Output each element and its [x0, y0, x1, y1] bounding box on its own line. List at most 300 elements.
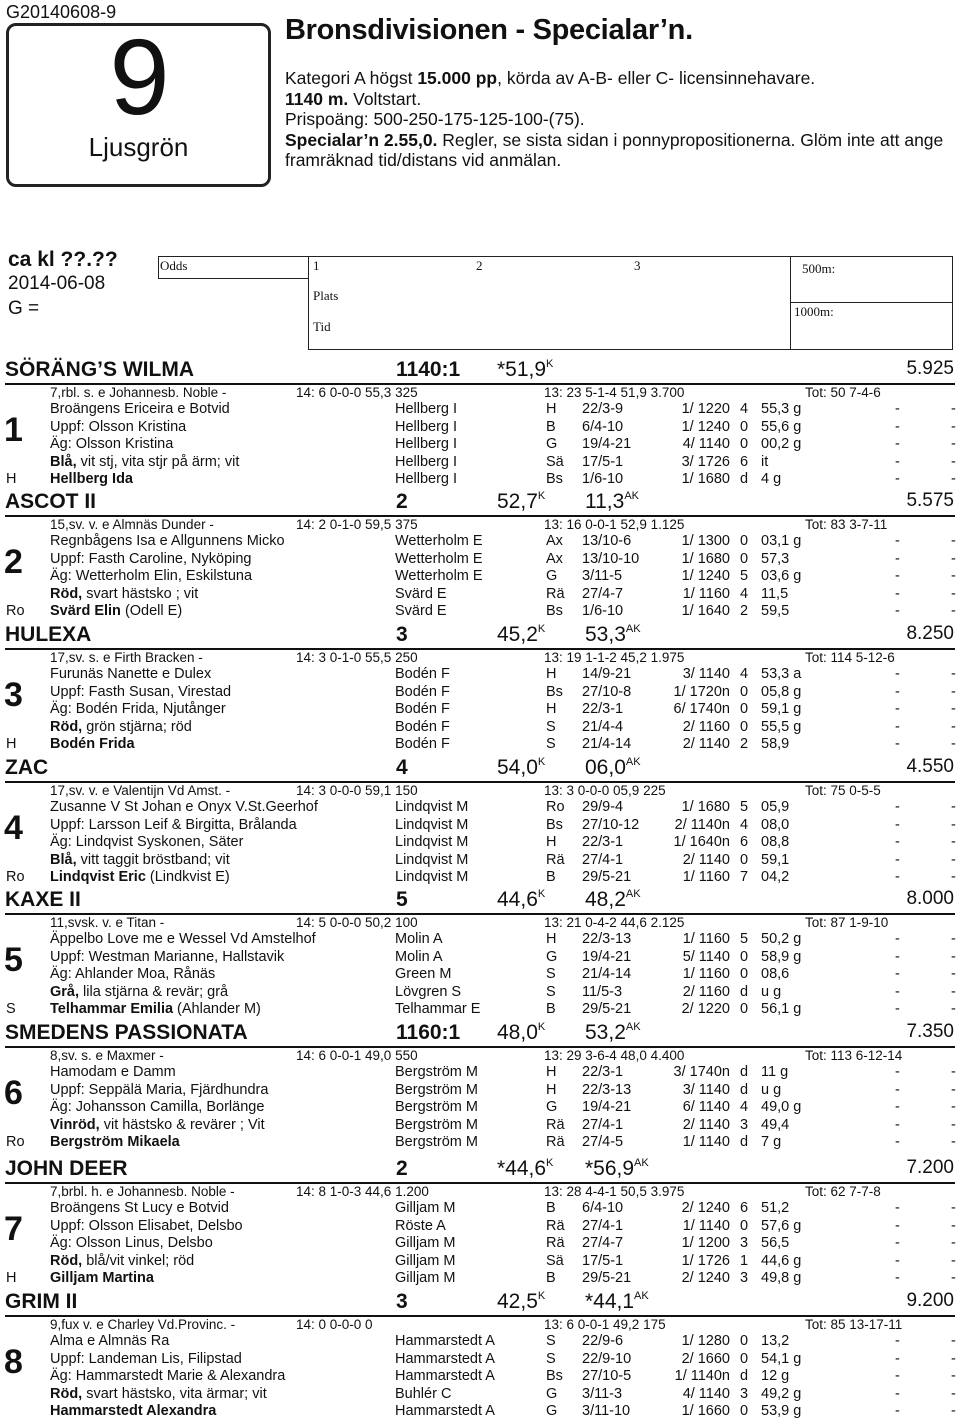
odds-dash: -: [895, 983, 900, 1000]
driver: Hammarstedt A: [395, 1403, 495, 1419]
entry-detail-text: Äg: Ahlander Moa, Rånäs: [50, 966, 216, 982]
placement: 5: [740, 799, 749, 815]
race-history-row: [0, 568, 960, 585]
owner-code: Ro: [6, 603, 25, 619]
race-time: 08,6: [761, 966, 790, 982]
race-conditions: [285, 68, 955, 171]
placement: d: [740, 1081, 749, 1098]
placement: d: [740, 471, 749, 487]
track-code: Bs: [546, 471, 563, 487]
horse-entry: [0, 623, 960, 753]
horse-info: 15,sv. v. e Almnäs Dunder -: [50, 517, 214, 532]
prize-dash: -: [951, 401, 956, 417]
entry-detail-text: Broängens St Lucy e Botvid: [50, 1200, 229, 1216]
race-time: 59,1 g: [761, 701, 802, 717]
race-time: 53,3 a: [761, 666, 802, 682]
placement: 2: [740, 603, 749, 619]
prize-money: 5.925: [906, 358, 954, 379]
prize-dash: -: [951, 1252, 956, 1269]
split-500m-label: 500m:: [802, 261, 836, 276]
race-date: 1/6-10: [582, 471, 624, 487]
best-time-k: $42,5^K$: [497, 1290, 546, 1313]
horse-info: 7,brbl. h. e Johannesb. Noble -: [50, 1184, 235, 1199]
entry-detail: [50, 949, 284, 966]
race-history-row: [0, 719, 960, 736]
odds-dash: -: [895, 401, 900, 417]
driver: Gilljam M: [395, 1200, 456, 1216]
best-time-ak: $48,2^{AK}$: [585, 888, 641, 911]
entry-detail-text: Uppf: Fasth Caroline, Nyköping: [50, 550, 252, 567]
horse-entry: [0, 888, 960, 1018]
race-date: 27/10-8: [582, 683, 632, 700]
odds-dash: -: [895, 418, 900, 435]
track-code: S: [546, 983, 556, 1000]
race-history-row: [0, 949, 960, 966]
conditions-line-category: Kategori A högst 15.000 pp, körda av A-B- eller C- licensinnehavare.: [285, 68, 816, 88]
entry-detail-text: lila stjärna & revär; grå: [79, 983, 229, 1000]
race-time: 58,9: [761, 736, 790, 752]
track-code: H: [546, 701, 557, 717]
entry-detail-text: Broängens Ericeira e Botvid: [50, 401, 230, 417]
race-history-row: [0, 1218, 960, 1235]
track-code: G: [546, 1403, 558, 1419]
stats-2014: 14: 5 0-0-0 50,2 100: [296, 915, 418, 930]
prize-money: 8.250: [906, 623, 954, 644]
entry-detail: [50, 568, 252, 585]
horse-entry: [0, 1157, 960, 1287]
race-date: 27/4-1: [582, 1116, 624, 1133]
odds-dash: -: [895, 1081, 900, 1098]
race-history-row: [0, 834, 960, 851]
track-code: Rä: [546, 1134, 565, 1150]
placement: 7: [740, 869, 749, 885]
race-date: 27/10-12: [582, 816, 640, 833]
start-distance: 3: [396, 623, 408, 646]
odds-dash: -: [895, 834, 900, 850]
entry-detail: [50, 1082, 268, 1099]
start-distance-result: 1/ 1660: [681, 1403, 730, 1419]
track-code: Sä: [546, 1252, 564, 1269]
race-time: 00,2 g: [761, 436, 802, 452]
start-distance: 3: [396, 1290, 408, 1313]
best-time-ak: $*56,9^{AK}$: [585, 1157, 649, 1180]
race-time: 51,2: [761, 1200, 790, 1216]
entry-detail-text: Uppf: Westman Marianne, Hallstavik: [50, 948, 285, 965]
race-time: 49,0 g: [761, 1099, 802, 1115]
start-distance-result: 2/ 1160: [682, 718, 730, 735]
start-distance-result: 1/ 1240: [681, 418, 730, 435]
best-time-k-suffix: K: [537, 888, 546, 900]
entry-detail: [50, 1117, 265, 1134]
prize-dash: -: [951, 1200, 956, 1216]
race-date: 29/9-4: [582, 799, 624, 815]
entry-detail: [50, 1200, 229, 1217]
entry-detail-bold: Bergström Mikaela: [50, 1134, 180, 1150]
odds-dash: -: [895, 1064, 900, 1080]
track-code: Rä: [546, 1116, 565, 1133]
prize-dash: -: [951, 1368, 956, 1384]
stats-total: Tot: 113 6-12-14: [805, 1048, 903, 1063]
start-distance-result: 1/ 1640n: [673, 834, 730, 850]
race-time: 13,2: [761, 1333, 790, 1349]
entry-detail: [50, 1386, 267, 1403]
driver: Bodén F: [395, 736, 450, 752]
entry-detail: [50, 1403, 216, 1420]
race-time: 58,9 g: [761, 948, 802, 965]
odds-dash: -: [895, 1350, 900, 1367]
race-date: 17/5-1: [582, 453, 624, 470]
pedigree-stats-row: [0, 1183, 960, 1200]
entry-detail-text: Äg: Olsson Kristina: [50, 436, 174, 452]
prize-dash: -: [951, 1270, 956, 1286]
odds-dash: -: [895, 568, 900, 584]
prize-dash: -: [951, 585, 956, 602]
race-history-row: [0, 852, 960, 869]
start-distance-result: 1/ 1726: [681, 1252, 730, 1269]
start-number: 5: [4, 941, 23, 979]
entry-detail-text: Uppf: Fasth Susan, Virestad: [50, 683, 232, 700]
stats-2013: 13: 28 4-4-1 50,5 3.975: [544, 1184, 685, 1199]
entry-detail-text: svart hästsko, vita ärmar; vit: [82, 1385, 267, 1402]
start-distance-result: 5/ 1140: [682, 948, 730, 965]
entry-detail-bold: Röd,: [50, 1385, 83, 1402]
best-time-ak-suffix: AK: [625, 888, 641, 900]
entry-detail: [50, 1134, 180, 1151]
odds-label: Odds: [160, 258, 188, 273]
entry-detail-text: Zusanne V St Johan e Onyx V.St.Geerhof: [50, 799, 318, 815]
prize-dash: -: [951, 1081, 956, 1098]
horse-info: 9,fux v. e Charley Vd.Provinc. -: [50, 1317, 236, 1332]
entry-detail: [50, 603, 182, 620]
driver: Hellberg I: [395, 401, 458, 417]
start-distance: 1160:1: [396, 1021, 461, 1044]
stats-2014: 14: 3 0-0-0 59,1 150: [296, 783, 418, 798]
prize-dash: -: [951, 799, 956, 815]
entry-detail-bold: Grå,: [50, 983, 80, 1000]
driver: Gilljam M: [395, 1235, 456, 1251]
best-time-k-suffix: K: [537, 623, 546, 635]
best-time-k-suffix: K: [537, 1290, 546, 1302]
race-date: 27/4-7: [582, 585, 624, 602]
race-history-row: [0, 1253, 960, 1270]
placement: 6: [740, 1200, 749, 1216]
driver: Lindqvist M: [395, 816, 469, 833]
race-date: 3/11-10: [582, 1403, 631, 1419]
entry-detail-bold: Svärd Elin: [50, 603, 121, 619]
placement: d: [740, 983, 749, 1000]
race-date: 22/3-13: [582, 931, 632, 947]
track-code: B: [546, 1001, 556, 1017]
race-time: 59,1: [761, 851, 790, 868]
prize-money: 7.200: [906, 1157, 954, 1178]
race-date: 22/3-1: [582, 834, 624, 850]
entry-detail-text: Uppf: Larsson Leif & Birgitta, Brålanda: [50, 816, 297, 833]
pedigree-stats-row: [0, 1316, 960, 1333]
entry-detail: [50, 834, 243, 851]
best-time-ak-suffix: AK: [625, 623, 641, 635]
start-number: 3: [4, 676, 23, 714]
pedigree-stats-row: [0, 516, 960, 533]
race-history-row: [0, 1200, 960, 1217]
entry-detail: [50, 799, 318, 816]
race-date: 29/5-21: [582, 1270, 632, 1286]
document-id: G20140608-9: [6, 2, 117, 22]
track-code: Rä: [546, 585, 565, 602]
best-time-k-suffix: K: [546, 1157, 554, 1169]
horse-info: 7,rbl. s. e Johannesb. Noble -: [50, 385, 227, 400]
odds-dash: -: [895, 436, 900, 452]
entry-detail-bold: Gilljam Martina: [50, 1270, 154, 1286]
race-time: 49,8 g: [761, 1270, 802, 1286]
track-code: S: [546, 736, 556, 752]
driver: Lindqvist M: [395, 869, 469, 885]
odds-dash: -: [895, 666, 900, 682]
driver: Röste A: [395, 1217, 446, 1234]
driver: Gilljam M: [395, 1252, 456, 1269]
odds-dash: -: [895, 931, 900, 947]
race-date: 22/3-13: [582, 1081, 632, 1098]
prize-dash: -: [951, 1385, 956, 1402]
race-date: 6/4-10: [582, 418, 624, 435]
entry-detail: [50, 1235, 213, 1252]
entry-detail: [50, 1368, 285, 1385]
race-time: 08,0: [761, 816, 790, 833]
race-time: 56,5: [761, 1235, 790, 1251]
race-date: 22/3-1: [582, 1064, 624, 1080]
prize-dash: -: [951, 1116, 956, 1133]
race-time: 08,8: [761, 834, 790, 850]
race-time: 49,2 g: [761, 1385, 802, 1402]
stats-2014: 14: 3 0-1-0 55,5 250: [296, 650, 418, 665]
race-history-row: [0, 1270, 960, 1287]
placement: 0: [740, 701, 749, 717]
prize-dash: -: [951, 816, 956, 833]
track-code: Rä: [546, 1217, 565, 1234]
entry-detail-bold: Hellberg Ida: [50, 471, 133, 487]
pedigree-stats-row: [0, 384, 960, 401]
race-history-row: [0, 817, 960, 834]
prize-dash: -: [951, 1001, 956, 1017]
race-date: 27/4-5: [582, 1134, 624, 1150]
placement: 5: [740, 568, 749, 584]
odds-dash: -: [895, 966, 900, 982]
stats-total: Tot: 75 0-5-5: [805, 783, 881, 798]
driver: Bodén F: [395, 718, 450, 735]
placement: 4: [740, 816, 749, 833]
track-code: B: [546, 418, 556, 435]
entry-detail-text: Alma e Almnäs Ra: [50, 1333, 170, 1349]
odds-dash: -: [895, 550, 900, 567]
pedigree-stats-row: [0, 649, 960, 666]
race-history-row: [0, 869, 960, 886]
odds-result-table: [158, 256, 953, 350]
driver: Hammarstedt A: [395, 1333, 495, 1349]
prize-money: 4.550: [906, 756, 954, 777]
stats-2013: 13: 23 5-1-4 51,9 3.700: [544, 385, 685, 400]
race-time: 54,1 g: [761, 1350, 802, 1367]
start-number: 2: [4, 543, 23, 581]
odds-dash: -: [895, 1368, 900, 1384]
placement: 3: [740, 1116, 749, 1133]
race-time: 11 g: [761, 1064, 789, 1080]
placement: 1: [740, 1252, 749, 1269]
race-date: 19/4-21: [582, 948, 632, 965]
best-time-k: $54,0^K$: [497, 756, 546, 779]
entry-detail-text: svart hästsko ; vit: [82, 585, 199, 602]
race-time: 05,9: [761, 799, 790, 815]
start-number: 1: [4, 411, 23, 449]
best-time-k: $48,0^K$: [497, 1021, 546, 1044]
stats-total: Tot: 114 5-12-6: [805, 650, 895, 665]
race-time: 56,1 g: [761, 1001, 802, 1017]
race-date: 22/9-10: [582, 1350, 632, 1367]
placement: 3: [740, 1385, 749, 1402]
pedigree-stats-row: [0, 782, 960, 799]
entry-detail: [50, 551, 252, 568]
start-distance: 4: [396, 756, 408, 779]
race-time: 12 g: [761, 1368, 790, 1384]
entry-detail-bold: Röd,: [50, 585, 83, 602]
start-distance-result: 1/ 1300: [681, 533, 730, 549]
best-time-ak-suffix: AK: [625, 756, 641, 768]
start-distance-result: 4/ 1140: [682, 436, 730, 452]
conditions-line-rules: Specialar’n 2.55,0. Regler, se sista sidan i ponnypropositionerna. Glöm inte att ange framräknad tid/distans vid anmälan.: [285, 129, 944, 170]
race-history-row: [0, 551, 960, 568]
race-history-row: [0, 1064, 960, 1081]
race-time: 57,6 g: [761, 1217, 802, 1234]
race-history-row: [0, 931, 960, 948]
best-time-ak-suffix: AK: [634, 1290, 649, 1302]
pedigree-stats-row: [0, 914, 960, 931]
start-distance-result: 1/ 1140: [682, 1217, 730, 1234]
best-time-ak-suffix: AK: [625, 1021, 641, 1033]
odds-dash: -: [895, 1403, 900, 1419]
horse-entry: [0, 490, 960, 620]
entry-detail: [50, 1099, 264, 1116]
stats-2013: 13: 3 0-0-0 05,9 225: [544, 783, 666, 798]
start-distance: 1140:1: [396, 358, 461, 381]
start-distance-result: 6/ 1140: [682, 1099, 730, 1115]
track-code: B: [546, 869, 556, 885]
race-date: 22/3-1: [582, 701, 624, 717]
entry-detail: [50, 1001, 261, 1018]
prize-dash: -: [951, 666, 956, 682]
prize-dash: -: [951, 550, 956, 567]
track-code: Bs: [546, 683, 563, 700]
track-code: H: [546, 1064, 557, 1080]
placement: 0: [740, 1350, 749, 1367]
best-time-ak-suffix: AK: [624, 490, 640, 502]
entry-detail: [50, 533, 285, 550]
entry-detail-text: (Lindkvist E): [145, 869, 230, 885]
track-code: Rä: [546, 1235, 565, 1251]
entry-detail-text: Furunäs Nanette e Dulex: [50, 666, 212, 682]
race-color-label: Ljusgrön: [88, 132, 189, 162]
race-date: 27/10-5: [582, 1368, 632, 1384]
start-distance-result: 2/ 1240: [681, 1200, 730, 1216]
race-history-row: [0, 701, 960, 718]
entry-detail-bold: Vinröd,: [50, 1116, 100, 1133]
prize-dash: -: [951, 1217, 956, 1234]
horse-info: 11,svsk. v. e Titan -: [50, 915, 165, 930]
horse-name: SÖRÄNG’S WILMA: [5, 358, 194, 381]
entry-detail-text: blå/vit vinkel; röd: [82, 1252, 195, 1269]
track-code: G: [546, 1385, 558, 1402]
start-distance: 5: [396, 888, 408, 911]
driver: Bodén F: [395, 701, 450, 717]
race-time: u g: [761, 983, 782, 1000]
placement: 3: [740, 1270, 749, 1286]
g-field: G =: [8, 298, 40, 319]
race-date: 27/4-1: [582, 1217, 624, 1234]
best-time-ak: $*44,1^{AK}$: [585, 1290, 649, 1313]
prize-dash: -: [951, 471, 956, 487]
prize-dash: -: [951, 1134, 956, 1150]
entry-detail: [50, 869, 230, 886]
best-time-ak: $11,3^{AK}$: [585, 490, 640, 513]
horse-name: ASCOT II: [5, 490, 97, 513]
track-code: H: [546, 834, 557, 850]
odds-dash: -: [895, 1200, 900, 1216]
entry-detail-text: Äppelbo Love me e Wessel Vd Amstelhof: [50, 931, 316, 947]
track-code: H: [546, 666, 557, 682]
tid-label: Tid: [313, 319, 331, 334]
placement: 0: [740, 533, 749, 549]
horse-info: 17,sv. v. e Valentijn Vd Amst. -: [50, 783, 231, 798]
race-history-row: [0, 736, 960, 753]
race-date: 22/9-6: [582, 1333, 624, 1349]
prize-dash: -: [951, 834, 956, 850]
odds-dash: -: [895, 533, 900, 549]
race-date: 19/4-21: [582, 436, 632, 452]
start-number: 6: [4, 1074, 23, 1112]
race-time: 55,6 g: [761, 418, 802, 435]
race-time: u g: [761, 1081, 782, 1098]
track-code: H: [546, 401, 557, 417]
placement: d: [740, 1368, 749, 1384]
owner-code: S: [6, 1001, 16, 1017]
horse-entry: [0, 1021, 960, 1151]
entry-detail-text: (Odell E): [120, 603, 183, 619]
stats-total: Tot: 83 3-7-11: [805, 517, 888, 532]
start-distance-result: 1/ 1220: [681, 401, 730, 417]
prize-dash: -: [951, 931, 956, 947]
driver: Wetterholm E: [395, 550, 483, 567]
prize-dash: -: [951, 453, 956, 470]
horse-entry: [0, 1290, 960, 1420]
horse-name: SMEDENS PASSIONATA: [5, 1021, 248, 1044]
stats-total: Tot: 50 7-4-6: [805, 385, 881, 400]
odds-dash: -: [895, 1001, 900, 1017]
entry-detail: [50, 1218, 243, 1235]
track-code: S: [546, 718, 556, 735]
placement: 0: [740, 1403, 749, 1419]
race-time: 44,6 g: [761, 1252, 802, 1269]
owner-code: H: [6, 736, 17, 752]
driver: Lindqvist M: [395, 851, 469, 868]
race-history-row: [0, 984, 960, 1001]
driver: Svärd E: [395, 585, 447, 602]
prize-money: 9.200: [906, 1290, 954, 1311]
stats-2014: 14: 6 0-0-0 55,3 325: [296, 385, 418, 400]
entry-detail-text: vit hästsko & revärer ; Vit: [99, 1116, 265, 1133]
track-code: G: [546, 436, 558, 452]
horse-name: HULEXA: [5, 623, 92, 646]
prize-dash: -: [951, 568, 956, 584]
entry-detail: [50, 1253, 194, 1270]
entry-detail-text: Äg: Lindqvist Syskonen, Säter: [50, 834, 244, 850]
placement: 2: [740, 736, 749, 752]
